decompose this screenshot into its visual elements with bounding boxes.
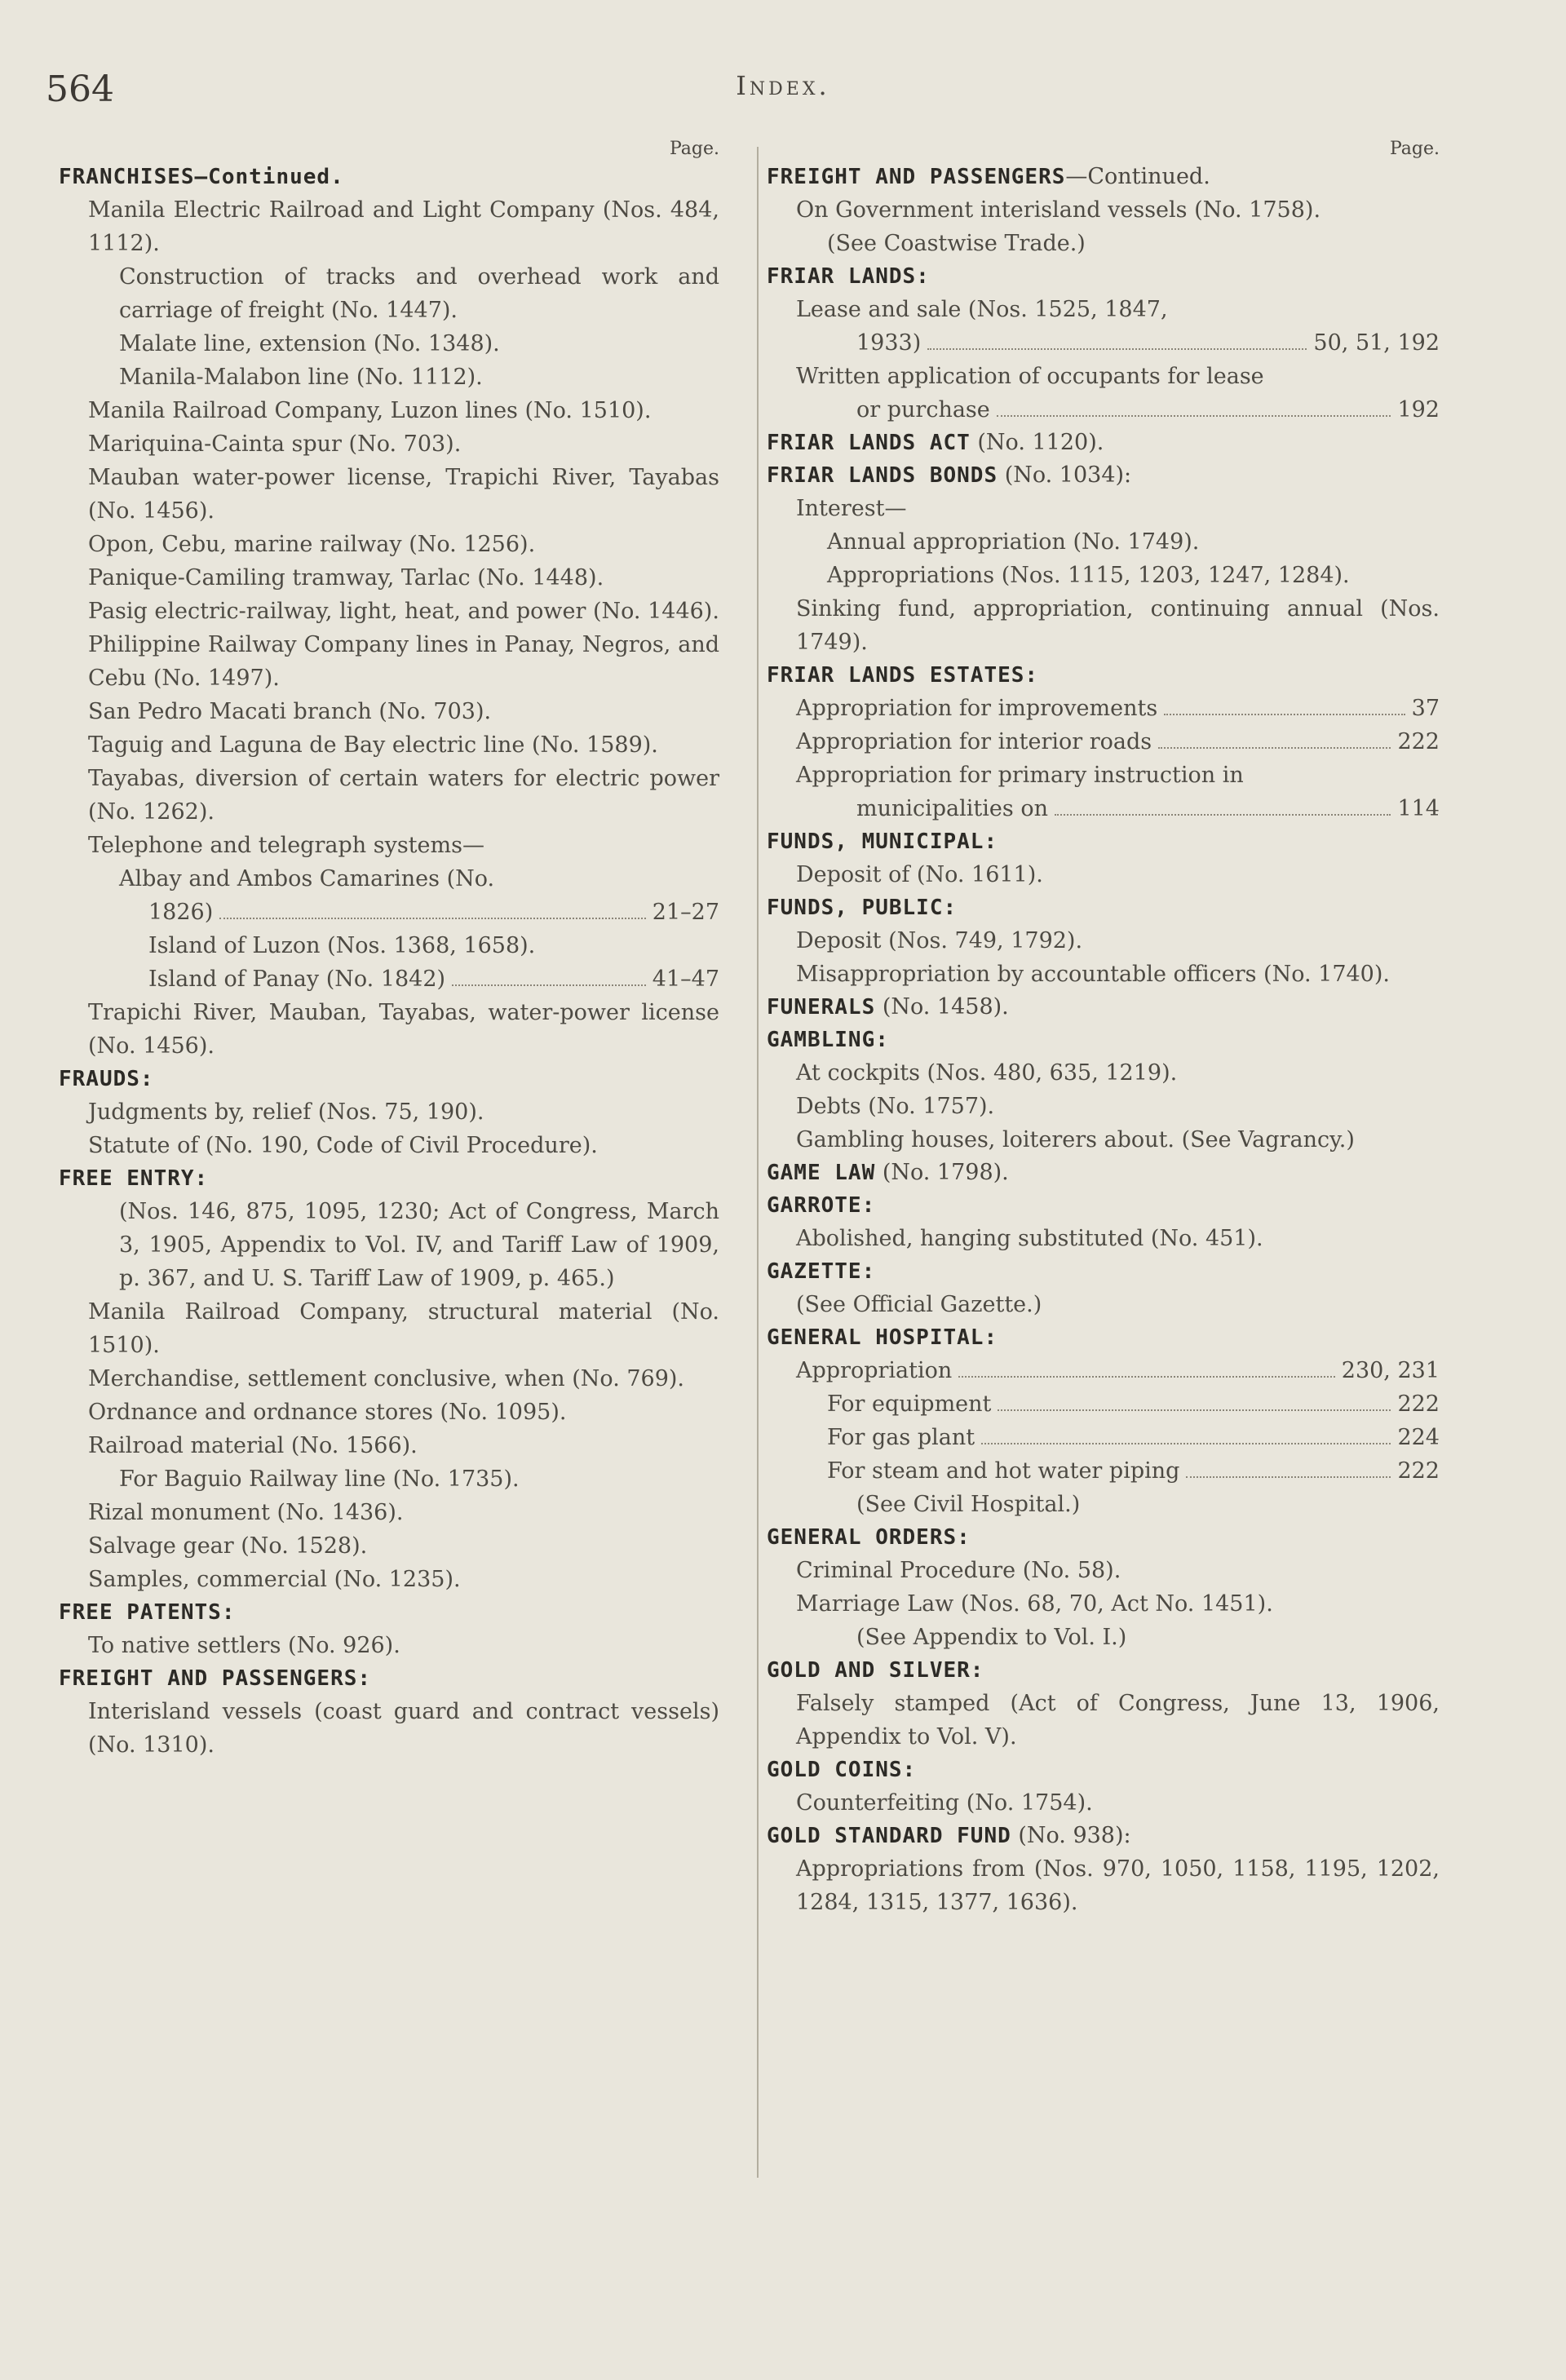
index-entry: Falsely stamped (Act of Congress, June 13, 1906, Appendix to Vol. V). [796, 1691, 1440, 1750]
entry-text: 1933) [856, 330, 922, 356]
index-entry: Ordnance and ordnance stores (No. 1095). [88, 1400, 567, 1425]
index-entry-with-page [767, 792, 1440, 825]
dot-leader [219, 918, 646, 919]
entry-text: or purchase [856, 397, 990, 422]
index-entry: Railroad material (No. 1566). [88, 1433, 418, 1458]
dot-leader [981, 1443, 1391, 1444]
index-entry: Island of Luzon (Nos. 1368, 1658). [148, 933, 536, 958]
cross-reference: (See Coastwise Trade.) [827, 231, 1086, 256]
index-entry: Opon, Cebu, marine railway (No. 1256). [88, 532, 536, 557]
index-entry: Mariquina-Cainta spur (No. 703). [88, 431, 462, 457]
page-reference: 50, 51, 192 [1313, 330, 1440, 356]
entry-text: For steam and hot water piping [827, 1458, 1180, 1484]
index-entry-with-page [767, 1387, 1440, 1421]
index-entry: Judgments by, relief (Nos. 75, 190). [88, 1099, 484, 1125]
page-reference: 192 [1397, 397, 1440, 422]
page-reference: 37 [1411, 696, 1440, 721]
cross-reference: (See Appendix to Vol. I.) [856, 1625, 1127, 1650]
index-entry: Marriage Law (Nos. 68, 70, Act No. 1451). [796, 1591, 1273, 1617]
heading: GAZETTE: [767, 1259, 876, 1284]
index-entry: Construction of tracks and overhead work and carriage of freight (No. 1447). [119, 264, 719, 323]
page-reference: 21–27 [652, 900, 719, 925]
heading-text: FRIAR LANDS ACT [767, 431, 971, 455]
heading [767, 161, 1440, 193]
index-entry: Philippine Railway Company lines in Panay, Negros, and Cebu (No. 1497). [88, 632, 719, 691]
heading-suffix: (No. 1034): [998, 462, 1132, 488]
index-entry: Lease and sale (Nos. 1525, 1847, [796, 297, 1168, 322]
entry-text: For equipment [827, 1391, 992, 1417]
entry-text: 1826) [148, 900, 214, 925]
heading: GOLD COINS: [767, 1758, 917, 1782]
heading: FRANCHISES—Continued. [59, 165, 344, 189]
heading [767, 459, 1440, 492]
index-entry: Manila Railroad Company, Luzon lines (No. 1510). [88, 398, 652, 423]
index-entry: Gambling houses, loiterers about. (See Vagrancy.) [796, 1127, 1355, 1152]
heading: FRIAR LANDS: [767, 264, 930, 289]
index-entry-with-page [767, 725, 1440, 759]
page-column-label: Page. [1389, 139, 1440, 159]
heading [767, 1820, 1440, 1852]
index-entry: Deposit (Nos. 749, 1792). [796, 928, 1083, 953]
index-entry-with-page [59, 962, 719, 996]
heading: GARROTE: [767, 1193, 876, 1218]
index-entry: Merchandise, settlement conclusive, when (No. 769). [88, 1366, 685, 1391]
heading [767, 427, 1440, 459]
heading [767, 991, 1440, 1024]
page-reference: 230, 231 [1341, 1358, 1440, 1383]
left-column [59, 139, 719, 1762]
dot-leader [927, 348, 1307, 350]
page-reference: 224 [1397, 1425, 1440, 1450]
index-entry: Taguig and Laguna de Bay electric line (No. 1589). [88, 732, 658, 758]
index-entry-with-page [767, 393, 1440, 427]
heading: GENERAL ORDERS: [767, 1525, 971, 1550]
dot-leader [997, 415, 1391, 417]
dot-leader [452, 984, 646, 986]
entry-text: municipalities on [856, 796, 1048, 821]
index-entry-with-page [767, 1354, 1440, 1387]
index-entry: Pasig electric-railway, light, heat, and power (No. 1446). [88, 599, 719, 624]
page-column-label: Page. [669, 139, 719, 159]
heading-text: FUNERALS [767, 995, 876, 1020]
index-entry: Telephone and telegraph systems— [88, 833, 484, 858]
dot-leader [998, 1409, 1391, 1411]
page-reference: 222 [1397, 729, 1440, 754]
index-entry: For Baguio Railway line (No. 1735). [119, 1466, 520, 1492]
index-entry: Interest— [796, 496, 907, 521]
index-entry: Counterfeiting (No. 1754). [796, 1790, 1093, 1816]
entry-text: Island of Panay (No. 1842) [148, 967, 446, 992]
index-entry-with-page [767, 1421, 1440, 1454]
index-entry-with-page [59, 896, 719, 929]
heading-suffix: (No. 1798). [875, 1160, 1009, 1185]
index-entry: Manila Railroad Company, structural material (No. 1510). [88, 1299, 719, 1358]
heading: FUNDS, MUNICIPAL: [767, 829, 998, 854]
heading: FREIGHT AND PASSENGERS: [59, 1666, 372, 1691]
page-number: 564 [46, 69, 114, 110]
index-entry: Appropriation for primary instruction in [796, 763, 1244, 788]
heading: GENERAL HOSPITAL: [767, 1325, 998, 1350]
index-entry: Trapichi River, Mauban, Tayabas, water-power license (No. 1456). [88, 1000, 719, 1059]
index-entry: Mauban water-power license, Trapichi River, Tayabas (No. 1456). [88, 465, 719, 524]
heading: FRIAR LANDS ESTATES: [767, 663, 1039, 688]
dot-leader [1055, 814, 1391, 816]
heading: GOLD AND SILVER: [767, 1658, 984, 1683]
index-entry: Malate line, extension (No. 1348). [119, 331, 500, 356]
running-head: Index. [736, 70, 830, 101]
index-entry: Manila-Malabon line (No. 1112). [119, 365, 483, 390]
index-entry-with-page [767, 326, 1440, 360]
page-reference: 41–47 [652, 967, 719, 992]
cross-reference: (See Official Gazette.) [796, 1292, 1042, 1317]
index-entry: Abolished, hanging substituted (No. 451). [796, 1226, 1263, 1251]
dot-leader [958, 1376, 1334, 1378]
entry-text: Appropriation for improvements [796, 696, 1158, 721]
column-divider [757, 147, 759, 2178]
index-entry: (Nos. 146, 875, 1095, 1230; Act of Congress, March 3, 1905, Appendix to Vol. IV, and Tariff Law of 1909, p. 367, and U. S. Tariff Law of 1909, p. 465.) [119, 1199, 719, 1291]
index-entry: Panique-Camiling tramway, Tarlac (No. 1448). [88, 565, 604, 591]
heading: FRAUDS: [59, 1067, 154, 1091]
index-entry: Annual appropriation (No. 1749). [827, 529, 1200, 555]
index-entry: To native settlers (No. 926). [88, 1633, 400, 1658]
heading: FREE ENTRY: [59, 1166, 209, 1191]
index-entry: Samples, commercial (No. 1235). [88, 1567, 461, 1592]
index-entry: Albay and Ambos Camarines (No. [119, 866, 495, 891]
index-entry-with-page [767, 692, 1440, 725]
index-entry: Misappropriation by accountable officers (No. 1740). [796, 962, 1390, 987]
index-entry: Debts (No. 1757). [796, 1094, 995, 1119]
index-entry: Statute of (No. 190, Code of Civil Procedure). [88, 1133, 598, 1158]
index-entry: At cockpits (Nos. 480, 635, 1219). [796, 1060, 1178, 1086]
index-entry-with-page [767, 1454, 1440, 1488]
heading: FREE PATENTS: [59, 1600, 236, 1625]
index-entry: Sinking fund, appropriation, continuing annual (Nos. 1749). [796, 596, 1440, 655]
index-entry: Interisland vessels (coast guard and contract vessels) (No. 1310). [88, 1699, 719, 1758]
page-reference: 222 [1397, 1391, 1440, 1417]
right-column [767, 139, 1440, 1919]
index-entry: Salvage gear (No. 1528). [88, 1533, 368, 1559]
cross-reference: (See Civil Hospital.) [856, 1492, 1081, 1517]
page-reference: 114 [1397, 796, 1440, 821]
index-entry: San Pedro Macati branch (No. 703). [88, 699, 492, 724]
heading-suffix: (No. 938): [1011, 1823, 1131, 1848]
index-entry: Deposit of (No. 1611). [796, 862, 1043, 887]
index-entry: Criminal Procedure (No. 58). [796, 1558, 1121, 1583]
page-reference: 222 [1397, 1458, 1440, 1484]
index-entry: Rizal monument (No. 1436). [88, 1500, 404, 1525]
entry-text: For gas plant [827, 1425, 975, 1450]
index-entry: Appropriations from (Nos. 970, 1050, 1158, 1195, 1202, 1284, 1315, 1377, 1636). [796, 1856, 1440, 1915]
dot-leader [1158, 747, 1391, 749]
entry-text: Appropriation for interior roads [796, 729, 1152, 754]
index-entry: Appropriations (Nos. 1115, 1203, 1247, 1284). [827, 563, 1350, 588]
heading-text: FRIAR LANDS BONDS [767, 463, 998, 488]
heading-suffix: (No. 1120). [970, 430, 1104, 455]
heading-suffix: —Continued. [1065, 164, 1210, 189]
dot-leader [1186, 1476, 1391, 1478]
heading: FUNDS, PUBLIC: [767, 896, 958, 920]
heading: GAMBLING: [767, 1028, 889, 1052]
index-entry: Written application of occupants for lease [796, 364, 1264, 389]
heading [767, 1157, 1440, 1189]
dot-leader [1164, 714, 1405, 715]
entry-text: Appropriation [796, 1358, 953, 1383]
heading-text: GOLD STANDARD FUND [767, 1824, 1011, 1848]
index-entry: Tayabas, diversion of certain waters for electric power (No. 1262). [88, 766, 719, 825]
index-entry: Manila Electric Railroad and Light Company (Nos. 484, 1112). [88, 197, 719, 256]
heading-text: GAME LAW [767, 1161, 876, 1185]
heading-text: FREIGHT AND PASSENGERS [767, 165, 1066, 189]
heading-suffix: (No. 1458). [875, 994, 1009, 1020]
index-entry: On Government interisland vessels (No. 1758). [796, 197, 1321, 223]
